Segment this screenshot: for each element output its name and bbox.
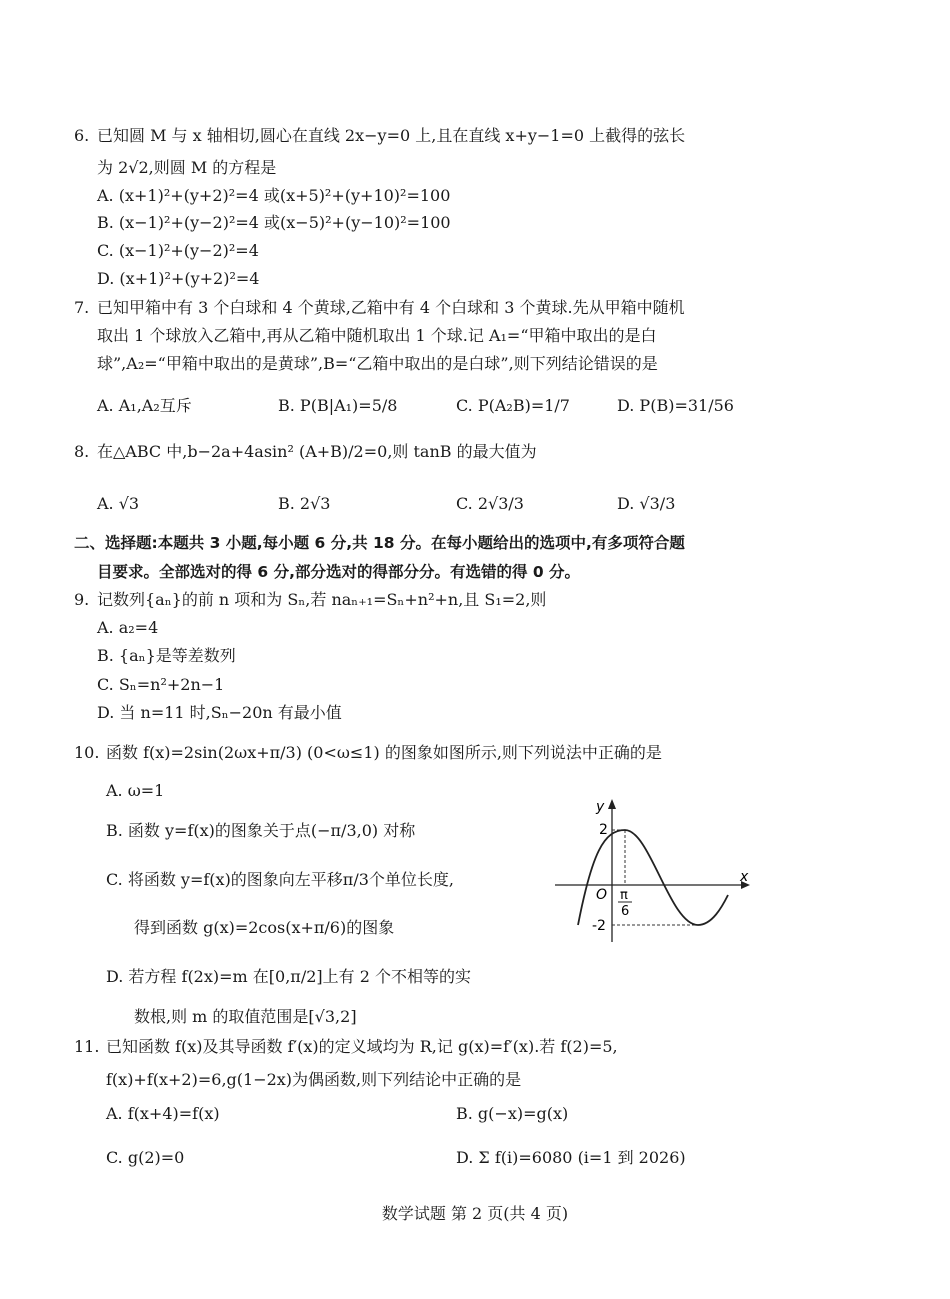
q9-option-a: A. a₂=4 bbox=[97, 618, 159, 637]
q6-option-c: C. (x−1)²+(y−2)²=4 bbox=[97, 241, 259, 260]
q7-option-a: A. A₁,A₂互斥 bbox=[97, 396, 192, 415]
q9-option-d: D. 当 n=11 时,Sₙ−20n 有最小值 bbox=[97, 703, 342, 722]
q7-stem-line-3: 球”,A₂=“甲箱中取出的是黄球”,B=“乙箱中取出的是白球”,则下列结论错误的是 bbox=[97, 354, 658, 373]
q11-stem-line-1: 已知函数 f(x)及其导函数 f′(x)的定义域均为 R,记 g(x)=f′(x).若 f(2)=5, bbox=[106, 1037, 618, 1056]
peak-x-numerator: π bbox=[620, 888, 628, 903]
q8-number: 8. bbox=[74, 442, 90, 461]
q7-stem-line-2: 取出 1 个球放入乙箱中,再从乙箱中随机取出 1 个球.记 A₁=“甲箱中取出的是白 bbox=[97, 326, 657, 345]
q9-stem: 记数列{aₙ}的前 n 项和为 Sₙ,若 naₙ₊₁=Sₙ+n²+n,且 S₁=2,则 bbox=[97, 590, 547, 609]
q11-option-d: D. Σ f(i)=6080 (i=1 到 2026) bbox=[456, 1148, 686, 1167]
q8-option-d: D. √3/3 bbox=[617, 494, 676, 513]
q6-option-d: D. (x+1)²+(y+2)²=4 bbox=[97, 269, 260, 288]
q11-option-b: B. g(−x)=g(x) bbox=[456, 1104, 569, 1123]
q9-option-c: C. Sₙ=n²+2n−1 bbox=[97, 675, 225, 694]
q11-stem-line-2: f(x)+f(x+2)=6,g(1−2x)为偶函数,则下列结论中正确的是 bbox=[106, 1070, 522, 1089]
q7-option-d: D. P(B)=31/56 bbox=[617, 396, 734, 415]
section2-heading-line-1: 二、选择题:本题共 3 小题,每小题 6 分,共 18 分。在每小题给出的选项中,有多项符合题 bbox=[74, 534, 685, 552]
y-axis-arrow bbox=[608, 799, 616, 809]
q10-option-d-line-1: D. 若方程 f(2x)=m 在[0,π/2]上有 2 个不相等的实 bbox=[106, 967, 471, 986]
q10-option-c-line-2: 得到函数 g(x)=2cos(x+π/6)的图象 bbox=[134, 918, 395, 937]
q10-option-a: A. ω=1 bbox=[106, 781, 165, 800]
q11-option-a: A. f(x+4)=f(x) bbox=[106, 1104, 220, 1123]
q7-option-c: C. P(A₂B)=1/7 bbox=[456, 396, 570, 415]
origin-label: O bbox=[596, 887, 608, 903]
q6-option-b: B. (x−1)²+(y−2)²=4 或(x−5)²+(y−10)²=100 bbox=[97, 213, 451, 232]
q7-number: 7. bbox=[74, 298, 90, 317]
q8-option-b: B. 2√3 bbox=[278, 494, 331, 513]
q6-stem-line-2: 为 2√2,则圆 M 的方程是 bbox=[97, 158, 277, 177]
y-axis-label: y bbox=[596, 799, 605, 815]
q10-option-c-line-1: C. 将函数 y=f(x)的图象向左平移π/3个单位长度, bbox=[106, 870, 454, 889]
q6-number: 6. bbox=[74, 126, 90, 145]
q9-number: 9. bbox=[74, 590, 90, 609]
q8-option-a: A. √3 bbox=[97, 494, 140, 513]
q8-stem: 在△ABC 中,b−2a+4asin² (A+B)/2=0,则 tanB 的最大值为 bbox=[97, 442, 537, 461]
q10-option-d-line-2: 数根,则 m 的取值范围是[√3,2] bbox=[134, 1007, 357, 1026]
q10-option-b: B. 函数 y=f(x)的图象关于点(−π/3,0) 对称 bbox=[106, 821, 416, 840]
page-footer: 数学试题 第 2 页(共 4 页) bbox=[381, 1204, 569, 1223]
q7-option-b: B. P(B|A₁)=5/8 bbox=[278, 396, 398, 415]
section2-heading-line-2: 目要求。全部选对的得 6 分,部分选对的得部分分。有选错的得 0 分。 bbox=[97, 563, 581, 581]
max-value-label: 2 bbox=[599, 822, 608, 838]
min-value-label: -2 bbox=[592, 918, 606, 934]
sine-curve bbox=[578, 830, 728, 925]
q9-option-b: B. {aₙ}是等差数列 bbox=[97, 646, 236, 665]
q10-number: 10. bbox=[74, 743, 100, 762]
q10-sine-graph bbox=[550, 797, 760, 947]
q11-option-c: C. g(2)=0 bbox=[106, 1148, 185, 1167]
x-axis-label: x bbox=[740, 869, 749, 885]
q11-number: 11. bbox=[74, 1037, 100, 1056]
q6-stem-line-1: 已知圆 M 与 x 轴相切,圆心在直线 2x−y=0 上,且在直线 x+y−1=0 上截得的弦长 bbox=[97, 126, 686, 145]
q8-option-c: C. 2√3/3 bbox=[456, 494, 524, 513]
q10-stem: 函数 f(x)=2sin(2ωx+π/3) (0<ω≤1) 的图象如图所示,则下列说法中正确的是 bbox=[106, 743, 662, 762]
q7-stem-line-1: 已知甲箱中有 3 个白球和 4 个黄球,乙箱中有 4 个白球和 3 个黄球.先从甲箱中随机 bbox=[97, 298, 685, 317]
peak-x-denominator: 6 bbox=[621, 904, 630, 919]
q6-option-a: A. (x+1)²+(y+2)²=4 或(x+5)²+(y+10)²=100 bbox=[97, 186, 451, 205]
